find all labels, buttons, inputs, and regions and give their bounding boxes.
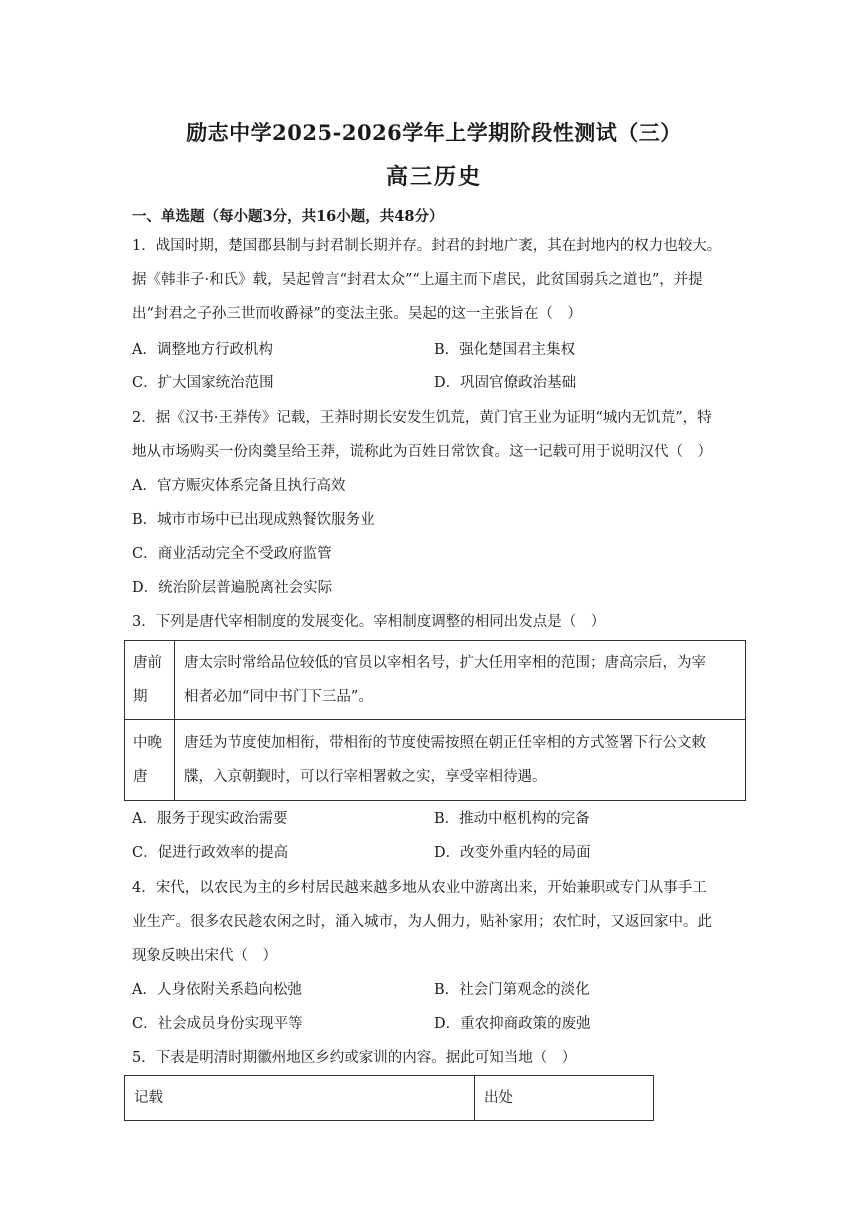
table-cell-period — [125, 641, 175, 720]
question-1-line-1: 1．战国时期，楚国郡县制与封君制长期并存。封君的封地广袤，其在封地内的权力也较大。 — [132, 238, 722, 254]
question-2-option-d: D．统治阶层普遍脱离社会实际 — [132, 580, 333, 596]
question-3-option-a: A．服务于现实政治需要 — [132, 811, 288, 827]
question-2-line-2: 地从市场购买一份肉羹呈给王莽，谎称此为百姓日常饮食。这一记载可用于说明汉代（ ） — [132, 444, 712, 460]
question-3-option-b: B．推动中枢机构的完备 — [434, 811, 590, 827]
question-3-option-c: C．促进行政效率的提高 — [132, 845, 289, 861]
question-1-option-c: C．扩大国家统治范围 — [132, 375, 274, 391]
question-5-line-1: 5．下表是明清时期徽州地区乡约或家训的内容。据此可知当地（ ） — [132, 1050, 577, 1066]
section-heading: 一、单选题（每小题3分，共16小题，共48分） — [132, 208, 444, 225]
table-cell-description — [175, 641, 746, 720]
table-cell-text: 唐太宗时常给品位较低的官员以宰相名号，扩大任用宰相的范围；唐高宗后，为宰 — [184, 655, 706, 671]
question-4-line-2: 业生产。很多农民趁农闲之时，涌入城市，为人佣力，贴补家用；农忙时，又返回家中。此 — [132, 914, 712, 930]
question-1-line-2: 据《韩非子·和氏》载，吴起曾言“封君太众”“上逼主而下虐民，此贫国弱兵之道也”，并提 — [132, 272, 703, 288]
table-cell-period — [125, 720, 175, 801]
table-cell-text: 牒，入京朝觐时，可以行宰相署敕之实，享受宰相待遇。 — [184, 769, 547, 785]
table-cell-text: 中晚 — [133, 735, 162, 751]
question-1-option-d: D．巩固官僚政治基础 — [434, 375, 577, 391]
table-cell-text: 相者必加“同中书门下三品”。 — [184, 689, 373, 705]
question-1-option-a: A．调整地方行政机构 — [132, 342, 273, 358]
table-cell-text: 唐前 — [133, 655, 162, 671]
table-row — [125, 641, 746, 720]
subject-title: 高三历史 — [385, 164, 482, 190]
table-header-row — [125, 1076, 654, 1121]
question-4-option-b: B．社会门第观念的淡化 — [434, 982, 590, 998]
question-2-line-1: 2．据《汉书·王莽传》记载，王莽时期长安发生饥荒，黄门官王业为证明“城内无饥荒”，特 — [132, 410, 712, 426]
question-5-table — [124, 1075, 654, 1121]
question-4-option-c: C．社会成员身份实现平等 — [132, 1016, 303, 1032]
table-cell-text: 期 — [133, 689, 148, 705]
question-3-option-d: D．改变外重内轻的局面 — [434, 845, 591, 861]
table-header-record: 记载 — [125, 1076, 475, 1121]
question-3-line-1: 3．下列是唐代宰相制度的发展变化。宰相制度调整的相同出发点是（ ） — [132, 614, 606, 630]
question-4-line-1: 4．宋代，以农民为主的乡村居民越来越多地从农业中游离出来，开始兼职或专门从事手工 — [132, 880, 707, 896]
question-2-option-c: C．商业活动完全不受政府监管 — [132, 546, 332, 562]
table-row — [125, 720, 746, 801]
question-1-option-b: B．强化楚国君主集权 — [434, 342, 576, 358]
question-4-option-a: A．人身依附关系趋向松弛 — [132, 982, 302, 998]
question-4-option-d: D．重农抑商政策的废弛 — [434, 1016, 591, 1032]
question-2-option-a: A．官方赈灾体系完备且执行高效 — [132, 478, 346, 494]
question-4-line-3: 现象反映出宋代（ ） — [132, 948, 277, 964]
question-1-line-3: 出“封君之子孙三世而收爵禄”的变法主张。吴起的这一主张旨在（ ） — [132, 306, 582, 322]
exam-title: 励志中学2025-2026学年上学期阶段性测试（三） — [186, 120, 682, 145]
question-2-option-b: B．城市市场中已出现成熟餐饮服务业 — [132, 512, 375, 528]
table-header-source: 出处 — [475, 1076, 654, 1121]
question-3-table — [124, 640, 746, 801]
table-cell-text: 唐 — [133, 769, 148, 785]
table-cell-description — [175, 720, 746, 801]
table-cell-text: 唐廷为节度使加相衔，带相衔的节度使需按照在朝正任宰相的方式签署下行公文敕 — [184, 735, 706, 751]
